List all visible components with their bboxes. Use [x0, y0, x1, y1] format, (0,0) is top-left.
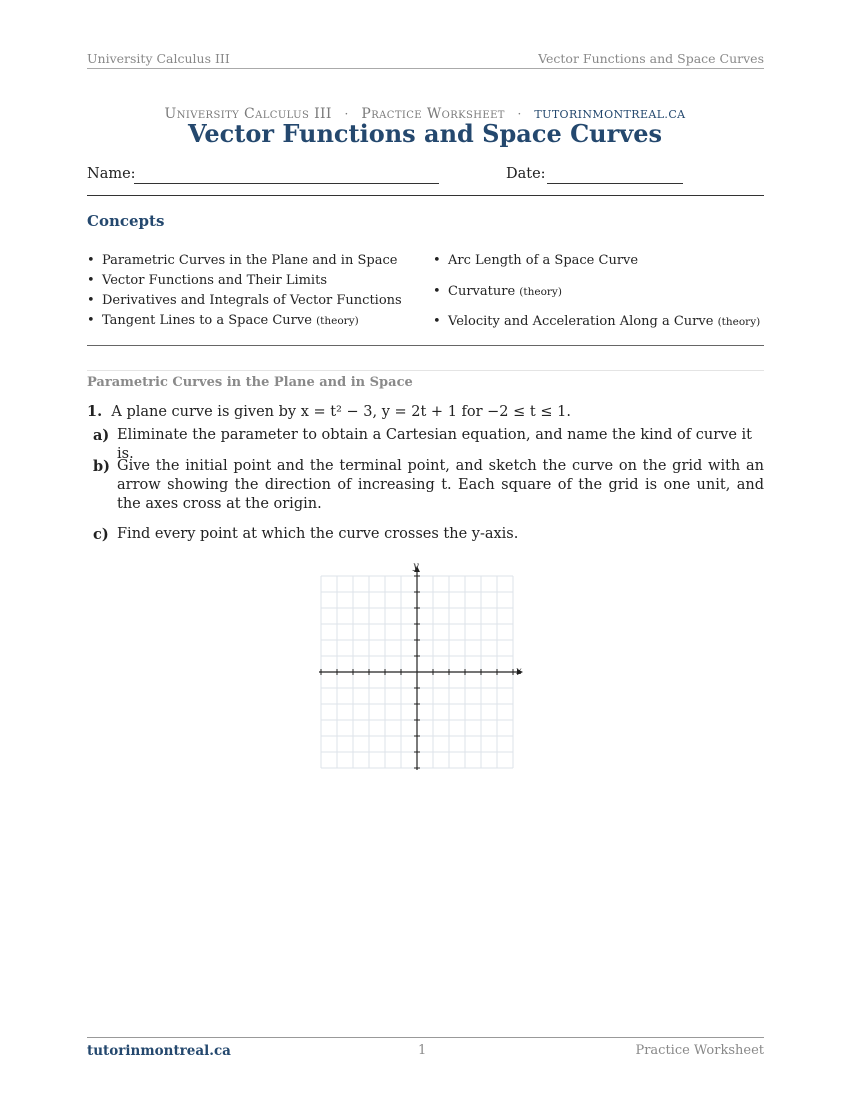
page-number: 1 [418, 1043, 427, 1058]
part-label: a) [93, 427, 110, 444]
part-label: c) [93, 526, 109, 543]
part-c-text: Find every point at which the curve crosses the y-axis. [117, 526, 519, 542]
part-label: b) [93, 458, 110, 475]
theory-tag: (theory) [316, 315, 359, 327]
problem-number: 1. [87, 403, 103, 420]
date-field[interactable] [547, 183, 683, 184]
concepts-right-list [433, 251, 760, 332]
kicker-course: University Calculus III [164, 106, 332, 122]
kicker-kind: Practice Worksheet [361, 106, 505, 122]
title-rule [87, 195, 764, 196]
problem-stem-text: A plane curve is given by x = t² − 3, y = 2t + 1 for −2 ≤ t ≤ 1. [111, 404, 571, 420]
concepts-left-list [87, 251, 402, 331]
header-rule [87, 68, 764, 69]
problem-stem [87, 402, 764, 422]
concept-item: • Arc Length of a Space Curve [433, 251, 760, 271]
section-heading: Parametric Curves in the Plane and in Space [87, 375, 413, 390]
concepts-rule [87, 345, 764, 346]
part-a-text: Eliminate the parameter to obtain a Cartesian equation, and name the kind of curve it is. [117, 427, 752, 462]
concept-item: • Velocity and Acceleration Along a Curve (theory) [433, 312, 760, 332]
running-header-left: University Calculus III [87, 51, 230, 66]
x-axis-label: x [516, 666, 522, 677]
theory-tag: (theory) [717, 316, 761, 328]
kicker-site: TUTORINMONTREAL.CA [534, 108, 686, 121]
part-b-text: Give the initial point and the terminal point, and sketch the curve on the grid with an arrow showing the direction of increasing t. Each square of the grid is one unit, and the axes cross at the origin. [117, 458, 764, 512]
section-rule [87, 370, 764, 371]
axes [319, 566, 523, 770]
kicker-separator: · [517, 107, 522, 121]
footer-site: tutorinmontreal.ca [87, 1043, 231, 1059]
page-title: Vector Functions and Space Curves [187, 119, 662, 148]
concept-item: • Vector Functions and Their Limits [87, 271, 402, 291]
kicker-separator: · [344, 107, 349, 121]
footer-label: Practice Worksheet [635, 1043, 764, 1058]
name-field[interactable] [134, 183, 439, 184]
concepts-heading: Concepts [87, 212, 165, 230]
y-axis-label: y [413, 561, 419, 572]
theory-tag: (theory) [519, 286, 562, 298]
footer-rule [87, 1037, 764, 1038]
coordinate-grid[interactable] [300, 555, 540, 780]
concept-item: • Curvature (theory) [433, 282, 760, 302]
concept-item: • Derivatives and Integrals of Vector Functions [87, 291, 402, 311]
name-label: Name: [87, 166, 136, 182]
concept-item: • Tangent Lines to a Space Curve (theory) [87, 311, 402, 331]
concept-item: • Parametric Curves in the Plane and in Space [87, 251, 402, 271]
date-label: Date: [506, 166, 546, 182]
running-header-right: Vector Functions and Space Curves [538, 51, 764, 66]
